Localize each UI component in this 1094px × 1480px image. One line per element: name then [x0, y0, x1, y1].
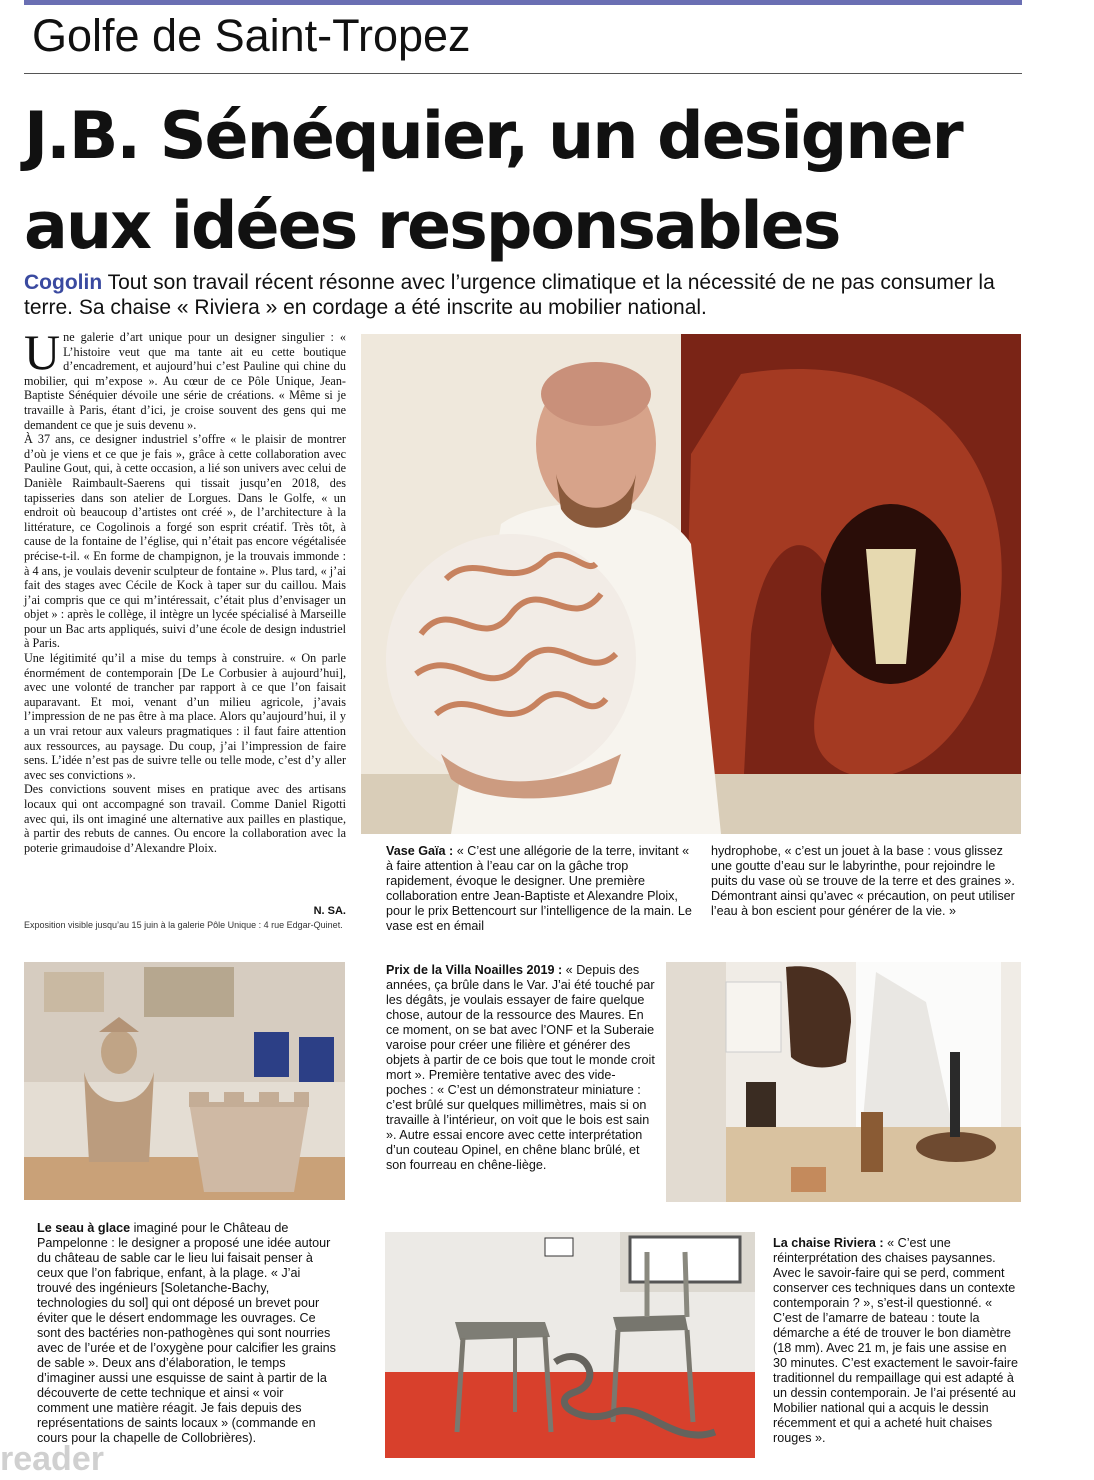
top-color-bar — [24, 0, 1022, 5]
section-title: Golfe de Saint-Tropez — [32, 10, 471, 61]
caption-ice-bucket-text: imaginé pour le Château de Pampelonne : le designer a proposé une idée autour du château de sable car le lieu lui faisait penser à ceux que l’on fabrique, enfant, à la plage. « J’ai trouvé des ingénieurs [Soletanche-Bachy, technologies du sol] qui ont déposé un brevet pour éviter que le désert endommage les ouvrages. Ce sont des bactéries non-pathogènes qui sont nourries avec de l’urée et de l’oxygène pour calcifier les grains de sable ». Deux ans d’élaboration, le temps d’imaginer aussi une esquisse de saint à partir de la découverte de cette technique et ainsi « voir comment une matière réagit. Je fais depuis des représentations de saints locaux » (commande en cours pour la chapelle de Collobrières). — [37, 1221, 336, 1445]
article-body — [24, 324, 346, 855]
drop-cap: U — [24, 324, 61, 380]
caption-villa-noailles — [386, 963, 656, 1173]
body-paragraph-1: ne galerie d’art unique pour un designer singulier : « L’histoire veut que ma tante ait eu cette boutique d’encadrement, et aujourd’hui c’est Pauline qui chine du mobilier, qui m’expose ». Au cœur de ce Pôle Unique, Jean-Baptiste Sénéquier dévoile une série de créations. « Même si je travaille à Paris, étant d’ici, je croise souvent des gens qui me demandent ce que je suis devenu ». — [24, 330, 346, 432]
caption-riviera-chair-text: « C’est une réinterprétation des chaises paysannes. Avec le savoir-faire qui se perd, comment conserver ces techniques dans un contexte contemporain ? », s’est-il questionné. « C’est de l’amarre de bateau : toute la démarche a été de trouver le bon diamètre (18 mm). Avec 21 m, je fais une assise en 30 minutes. C’est exactement le savoir-faire traditionnel du rempaillage qui est adapté à un dessin contemporain. Je l’ai présenté au Mobilier national qui a acquis le dessin récemment et qui a acheté huit chaises rouges ». — [773, 1236, 1018, 1445]
caption-vase-gaia — [386, 844, 696, 934]
caption-vase-gaia-title: Vase Gaïa : — [386, 844, 454, 858]
headline — [24, 92, 1034, 272]
body-paragraph-3: Une légitimité qu’il a mise du temps à construire. « On parle énormément de contemporain [De Le Corbusier à aujourd’hui], avec une volonté de trancher par rapport à ce que l’on faisait auparavant. Et moi, venant d’un milieu agricole, j’avais l’impression de ne pas être à ma place. Alors qu’aujourd’hui, il y a un vrai retour aux valeurs pragmatiques : il faut faire attention aux ressources, au paysage. Du coup, j’ai l’impression de faire sens. L’idée n’est pas de suivre telle ou telle mode, c’est d’y aller avec ses convictions ». — [24, 651, 346, 782]
caption-ice-bucket — [37, 1221, 337, 1446]
photo-riviera-chairs — [385, 1232, 755, 1458]
caption-riviera-chair — [773, 1236, 1023, 1446]
caption-villa-noailles-title: Prix de la Villa Noailles 2019 : — [386, 963, 563, 977]
photo-burnt-wood-objects — [666, 962, 1021, 1202]
headline-line-1: J.B. Sénéquier, un designer — [24, 99, 962, 174]
watermark: reader — [0, 1440, 104, 1478]
caption-vase-gaia-continued: hydrophobe, « c’est un jouet à la base : vous glissez une goutte d’eau sur le labyrinthe, pour rejoindre le puits du vase où se trouve de la terre et des graines ». Démontrant ainsi qu’avec « précaution, on peut utiliser l’eau à bon escient pour générer de la vie. » — [711, 844, 1015, 918]
standfirst-place: Cogolin — [24, 271, 103, 294]
caption-riviera-chair-title: La chaise Riviera : — [773, 1236, 884, 1250]
photo-ice-bucket — [24, 962, 345, 1200]
headline-line-2: aux idées responsables — [24, 189, 840, 264]
caption-villa-noailles-text: « Depuis des années, ça brûle dans le Var. J’ai été touché par les dégâts, je voulais essayer de faire quelque chose, autour de la ressource des Maures. En ce moment, on se bat avec l’ONF et la Suberaie varoise pour créer une filière et générer des objets à partir de ce bois que tout le monde croit mort ». Première tentative avec des vide-poches : « C’est un démonstrateur miniature : c’est brûlé sur quelques millimètres, mais si on travaille à l’intérieur, on voit que le bois est sain ». Autre essai encore avec cette interprétation d’un couteau Opinel, en chêne blanc brûlé, et son fourreau en chêne-liège. — [386, 963, 655, 1172]
exhibition-note: Exposition visible jusqu’au 15 juin à la galerie Pôle Unique : 4 rue Edgar-Quinet. — [24, 920, 343, 930]
caption-vase-gaia-text: « C’est une allégorie de la terre, invitant « à faire attention à l’eau car on la gâche trop rapidement, évoque le designer. Une première collaboration entre Jean-Baptiste et Alexandre Ploix, pour le prix Bettencourt sur l’intelligence de la main. Le vase est en émail — [386, 844, 692, 933]
caption-ice-bucket-title: Le seau à glace — [37, 1221, 131, 1235]
main-photo-designer — [361, 334, 1021, 834]
section-rule — [24, 73, 1022, 74]
standfirst — [24, 270, 1024, 320]
body-paragraph-2: À 37 ans, ce designer industriel s’offre « le plaisir de montrer d’où je viens et ce que je fais », grâce à cette collaboration avec Pauline Gout, qui, à cette occasion, a lié son univers avec celui de Danièle Raimbault-Saerens qui tissait jusqu’en 2018, des tapisseries dans son atelier de Lorgues. Dans le Golfe, « un endroit où beaucoup d’artistes ont créé », de l’architecture à la littérature, ce Cogolinois a forgé son esprit créatif. Très tôt, à cause de la fontaine de l’église, qui n’était pas encore végétalisée précise-t-il. « En forme de champignon, je la trouvais immonde : à 4 ans, je voulais devenir sculpteur de fontaine ». Plus tard, « j’ai fait des stages avec Cécile de Kock à taper sur du caillou. Mais j’ai compris que ce qui m’intéressait, c’était plus d’envisager un objet » : après le collège, il intègre un lycée spécialisé à Marseille pour un Bac arts appliqués, suivi d’une école de design industriel à Paris. — [24, 432, 346, 651]
standfirst-text: Tout son travail récent résonne avec l’urgence climatique et la nécessité de ne pas consumer la terre. Sa chaise « Riviera » en cordage a été inscrite au mobilier national. — [24, 271, 995, 319]
body-paragraph-4: Des convictions souvent mises en pratique avec des artisans locaux qui ont accompagné son travail. Comme Daniel Rigotti avec qui, ils ont imaginé une alternative aux pailles en plastique, à partir des rebuts de cannes. Ou encore la collaboration avec la poterie grimaudoise d’Alexandre Ploix. — [24, 782, 346, 855]
author-signature: N. SA. — [313, 905, 346, 917]
